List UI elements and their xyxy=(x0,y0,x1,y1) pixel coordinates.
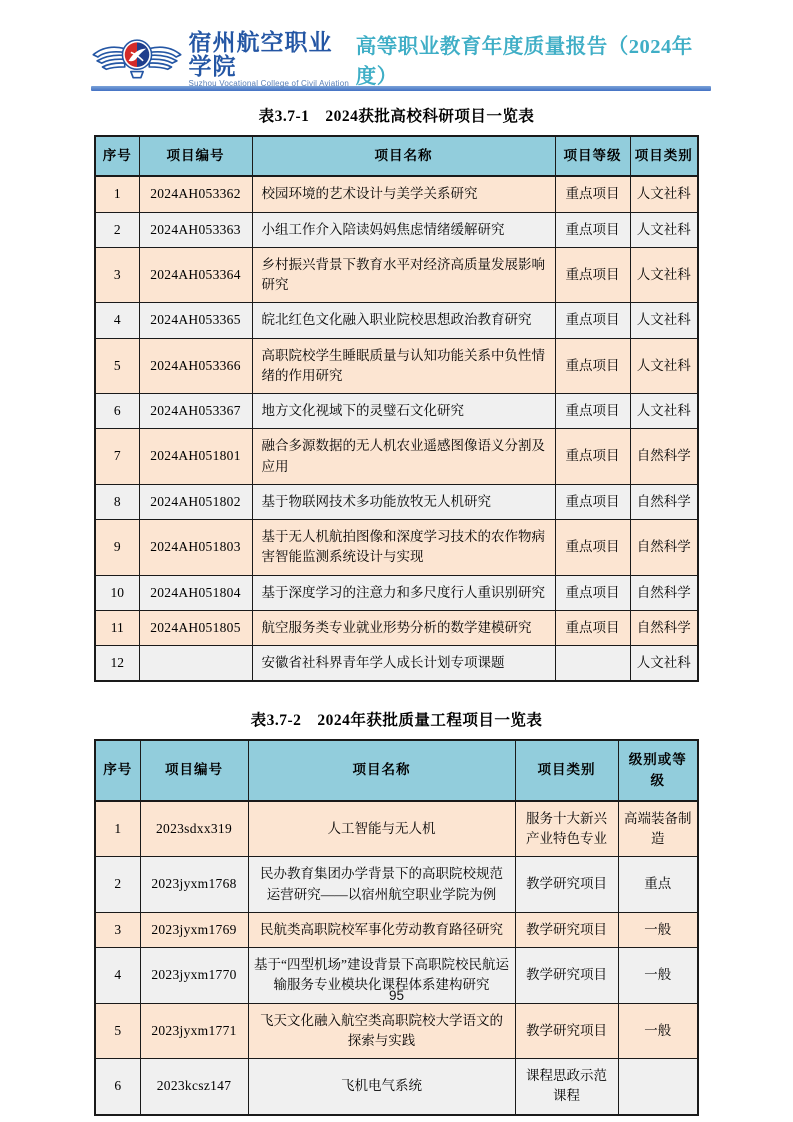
table-cell: 2024AH051805 xyxy=(139,610,252,645)
table-cell: 2024AH053365 xyxy=(139,303,252,338)
table-cell: 融合多源数据的无人机农业遥感图像语义分割及应用 xyxy=(252,429,555,485)
table-cell: 教学研究项目 xyxy=(515,857,618,913)
table1-header-row xyxy=(95,136,698,176)
table-cell: 重点项目 xyxy=(555,338,630,394)
research-projects-table xyxy=(94,135,699,682)
table-cell: 高端装备制造 xyxy=(618,801,698,857)
page-header xyxy=(91,0,703,88)
table-cell: 服务十大新兴产业特色专业 xyxy=(515,801,618,857)
table-row xyxy=(95,610,698,645)
table-row xyxy=(95,212,698,247)
table-cell: 2 xyxy=(95,212,139,247)
table-cell: 2024AH053366 xyxy=(139,338,252,394)
table-cell: 重点项目 xyxy=(555,212,630,247)
column-header: 项目类别 xyxy=(515,740,618,801)
table-cell: 6 xyxy=(95,1059,140,1115)
table-cell: 民航类高职院校军事化劳动教育路径研究 xyxy=(248,912,515,947)
table-cell: 重点项目 xyxy=(555,176,630,212)
table-cell: 人文社科 xyxy=(630,646,698,682)
column-header: 项目编号 xyxy=(139,136,252,176)
table-cell: 2023jyxm1770 xyxy=(140,948,248,1004)
column-header: 序号 xyxy=(95,136,139,176)
school-name-en: Suzhou Vocational College of Civil Aviation xyxy=(188,78,350,88)
table-cell: 3 xyxy=(95,912,140,947)
table-row xyxy=(95,303,698,338)
table-row xyxy=(95,575,698,610)
table2-body xyxy=(95,801,698,1115)
table-cell: 校园环境的艺术设计与美学关系研究 xyxy=(252,176,555,212)
column-header: 项目类别 xyxy=(630,136,698,176)
table-cell: 自然科学 xyxy=(630,429,698,485)
table-cell: 2 xyxy=(95,857,140,913)
table-cell: 4 xyxy=(95,948,140,1004)
table1-body xyxy=(95,176,698,681)
school-name-cn: 宿州航空职业学院 xyxy=(188,28,333,79)
table-row xyxy=(95,646,698,682)
table-cell: 一般 xyxy=(618,948,698,1004)
table-cell: 2023jyxm1771 xyxy=(140,1003,248,1059)
table-cell: 重点 xyxy=(618,857,698,913)
table-cell: 10 xyxy=(95,575,139,610)
table-cell: 人文社科 xyxy=(630,176,698,212)
table-row xyxy=(95,176,698,212)
table-cell: 5 xyxy=(95,1003,140,1059)
column-header: 项目名称 xyxy=(252,136,555,176)
table-cell: 2024AH053367 xyxy=(139,394,252,429)
table-cell: 2023kcsz147 xyxy=(140,1059,248,1115)
table1-title: 表3.7-1 2024获批高校科研项目一览表 xyxy=(258,108,535,125)
table-cell: 重点项目 xyxy=(555,394,630,429)
table-cell: 教学研究项目 xyxy=(515,912,618,947)
table-cell: 4 xyxy=(95,303,139,338)
table-cell: 乡村振兴背景下教育水平对经济高质量发展影响研究 xyxy=(252,247,555,303)
table-cell: 2024AH053364 xyxy=(139,247,252,303)
table-row xyxy=(95,484,698,519)
table-cell: 2024AH051801 xyxy=(139,429,252,485)
table-cell: 2024AH053362 xyxy=(139,176,252,212)
table-cell: 高职院校学生睡眠质量与认知功能关系中负性情绪的作用研究 xyxy=(252,338,555,394)
table-cell: 自然科学 xyxy=(630,484,698,519)
table-cell: 课程思政示范课程 xyxy=(515,1059,618,1115)
table-cell: 基于深度学习的注意力和多尺度行人重识别研究 xyxy=(252,575,555,610)
table-row xyxy=(95,857,698,913)
table-cell: 人文社科 xyxy=(630,247,698,303)
table-cell: 皖北红色文化融入职业院校思想政治教育研究 xyxy=(252,303,555,338)
table-cell: 5 xyxy=(95,338,139,394)
column-header: 序号 xyxy=(95,740,140,801)
table-row xyxy=(95,338,698,394)
table-cell: 自然科学 xyxy=(630,575,698,610)
table-cell: 飞机电气系统 xyxy=(248,1059,515,1115)
table-cell: 基于物联网技术多功能放牧无人机研究 xyxy=(252,484,555,519)
table2-title: 表3.7-2 2024年获批质量工程项目一览表 xyxy=(250,712,543,730)
table-cell: 自然科学 xyxy=(630,520,698,576)
table-cell: 2023sdxx319 xyxy=(140,801,248,857)
table-cell: 2024AH051802 xyxy=(139,484,252,519)
table-cell: 11 xyxy=(95,610,139,645)
table-cell: 人文社科 xyxy=(630,303,698,338)
table-cell: 重点项目 xyxy=(555,610,630,645)
table-cell: 基于“四型机场”建设背景下高职院校民航运输服务专业模块化课程体系建构研究 xyxy=(248,948,515,1004)
table-row xyxy=(95,394,698,429)
column-header: 级别或等级 xyxy=(618,740,698,801)
table-cell: 2023jyxm1768 xyxy=(140,857,248,913)
table-row xyxy=(95,801,698,857)
table-cell: 2024AH051804 xyxy=(139,575,252,610)
column-header: 项目等级 xyxy=(555,136,630,176)
table-cell: 人文社科 xyxy=(630,394,698,429)
table-row xyxy=(95,1059,698,1115)
table-cell: 9 xyxy=(95,520,139,576)
table-cell: 民办教育集团办学背景下的高职院校规范运营研究——以宿州航空职业学院为例 xyxy=(248,857,515,913)
table-cell: 2023jyxm1769 xyxy=(140,912,248,947)
table-cell: 基于无人机航拍图像和深度学习技术的农作物病害智能监测系统设计与实现 xyxy=(252,520,555,576)
table-cell: 重点项目 xyxy=(555,484,630,519)
table-cell: 1 xyxy=(95,801,140,857)
table-cell: 重点项目 xyxy=(555,247,630,303)
table-cell: 一般 xyxy=(618,1003,698,1059)
table-cell: 人文社科 xyxy=(630,338,698,394)
table-cell: 12 xyxy=(95,646,139,682)
table-row xyxy=(95,247,698,303)
table-row xyxy=(95,912,698,947)
table-cell: 安徽省社科界青年学人成长计划专项课题 xyxy=(252,646,555,682)
table-row xyxy=(95,1003,698,1059)
table-cell: 人工智能与无人机 xyxy=(248,801,515,857)
table-cell xyxy=(555,646,630,682)
table2-header-row xyxy=(95,740,698,801)
table-cell: 重点项目 xyxy=(555,575,630,610)
table-cell: 航空服务类专业就业形势分析的数学建模研究 xyxy=(252,610,555,645)
table-cell: 教学研究项目 xyxy=(515,948,618,1004)
table-row xyxy=(95,520,698,576)
column-header: 项目编号 xyxy=(140,740,248,801)
table-row xyxy=(95,429,698,485)
table-cell: 自然科学 xyxy=(630,610,698,645)
table-cell: 重点项目 xyxy=(555,520,630,576)
table-cell: 飞天文化融入航空类高职院校大学语文的探索与实践 xyxy=(248,1003,515,1059)
table-cell: 人文社科 xyxy=(630,212,698,247)
page-number: 95 xyxy=(388,988,405,1003)
table-cell: 地方文化视域下的灵璧石文化研究 xyxy=(252,394,555,429)
school-logo-icon xyxy=(91,31,183,88)
table-cell xyxy=(139,646,252,682)
column-header: 项目名称 xyxy=(248,740,515,801)
school-brand xyxy=(91,30,356,89)
table-cell: 1 xyxy=(95,176,139,212)
table-cell: 教学研究项目 xyxy=(515,1003,618,1059)
table-cell xyxy=(618,1059,698,1115)
table-cell: 6 xyxy=(95,394,139,429)
report-title: 高等职业教育年度质量报告（2024年度） xyxy=(355,36,693,88)
table-cell: 重点项目 xyxy=(555,303,630,338)
table-cell: 7 xyxy=(95,429,139,485)
table-cell: 2024AH051803 xyxy=(139,520,252,576)
table-cell: 8 xyxy=(95,484,139,519)
quality-projects-table xyxy=(94,739,699,1115)
table-cell: 一般 xyxy=(618,912,698,947)
table-cell: 小组工作介入陪读妈妈焦虑情绪缓解研究 xyxy=(252,212,555,247)
table-cell: 重点项目 xyxy=(555,429,630,485)
table-cell: 2024AH053363 xyxy=(139,212,252,247)
table-cell: 3 xyxy=(95,247,139,303)
